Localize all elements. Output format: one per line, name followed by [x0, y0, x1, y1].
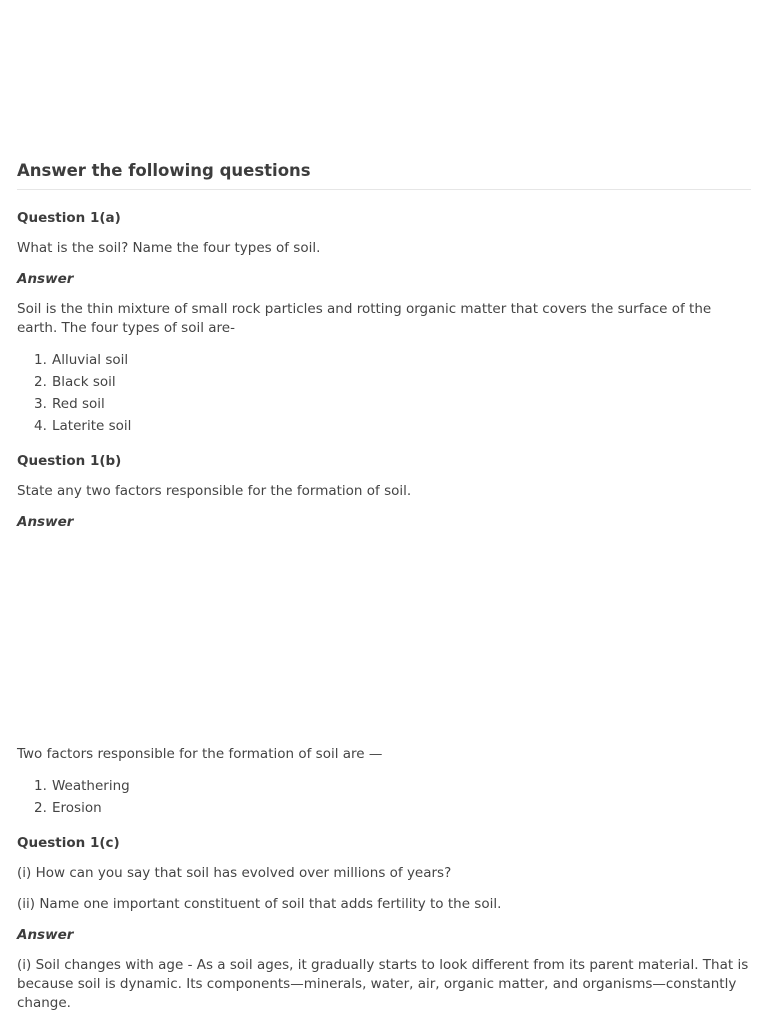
list-item: 1. Weathering: [34, 778, 130, 794]
list-item: 3. Red soil: [34, 396, 105, 412]
middle-blank-space: [17, 531, 751, 745]
answer-1b-text: Two factors responsible for the formation of soil are —: [17, 746, 383, 762]
answer-label-1c: Answer: [17, 927, 74, 943]
question-1c-heading: Question 1(c): [17, 835, 120, 851]
list-item: 2. Erosion: [34, 800, 102, 816]
question-1a-text: What is the soil? Name the four types of soil.: [17, 240, 321, 256]
article-content: [17, 0, 751, 1013]
question-1c-part-i: (i) How can you say that soil has evolved over millions of years?: [17, 865, 452, 881]
question-1a-heading: Question 1(a): [17, 210, 121, 226]
answer-1c-text: (i) Soil changes with age - As a soil ages, it gradually starts to look different from its parent material. That is because soil is dynamic. Its components—minerals, water, air, organic matter, and organisms—constantly change.: [17, 957, 749, 1011]
answer-1a-text: Soil is the thin mixture of small rock particles and rotting organic matter that covers the surface of the earth. The four types of soil are-: [17, 301, 712, 336]
list-item: 1. Alluvial soil: [34, 352, 129, 368]
list-item: 2. Black soil: [34, 374, 116, 390]
question-1b-heading: Question 1(b): [17, 453, 122, 469]
question-1b-text: State any two factors responsible for the formation of soil.: [17, 483, 412, 499]
soil-types-list: [17, 350, 751, 436]
answer-label-1b: Answer: [17, 514, 74, 530]
section-title: Answer the following questions: [17, 160, 751, 190]
answer-label-1a: Answer: [17, 271, 74, 287]
top-blank-space: [17, 0, 751, 160]
list-item: 4. Laterite soil: [34, 418, 132, 434]
question-1c-part-ii: (ii) Name one important constituent of soil that adds fertility to the soil.: [17, 896, 502, 912]
soil-factors-list: [17, 776, 751, 818]
